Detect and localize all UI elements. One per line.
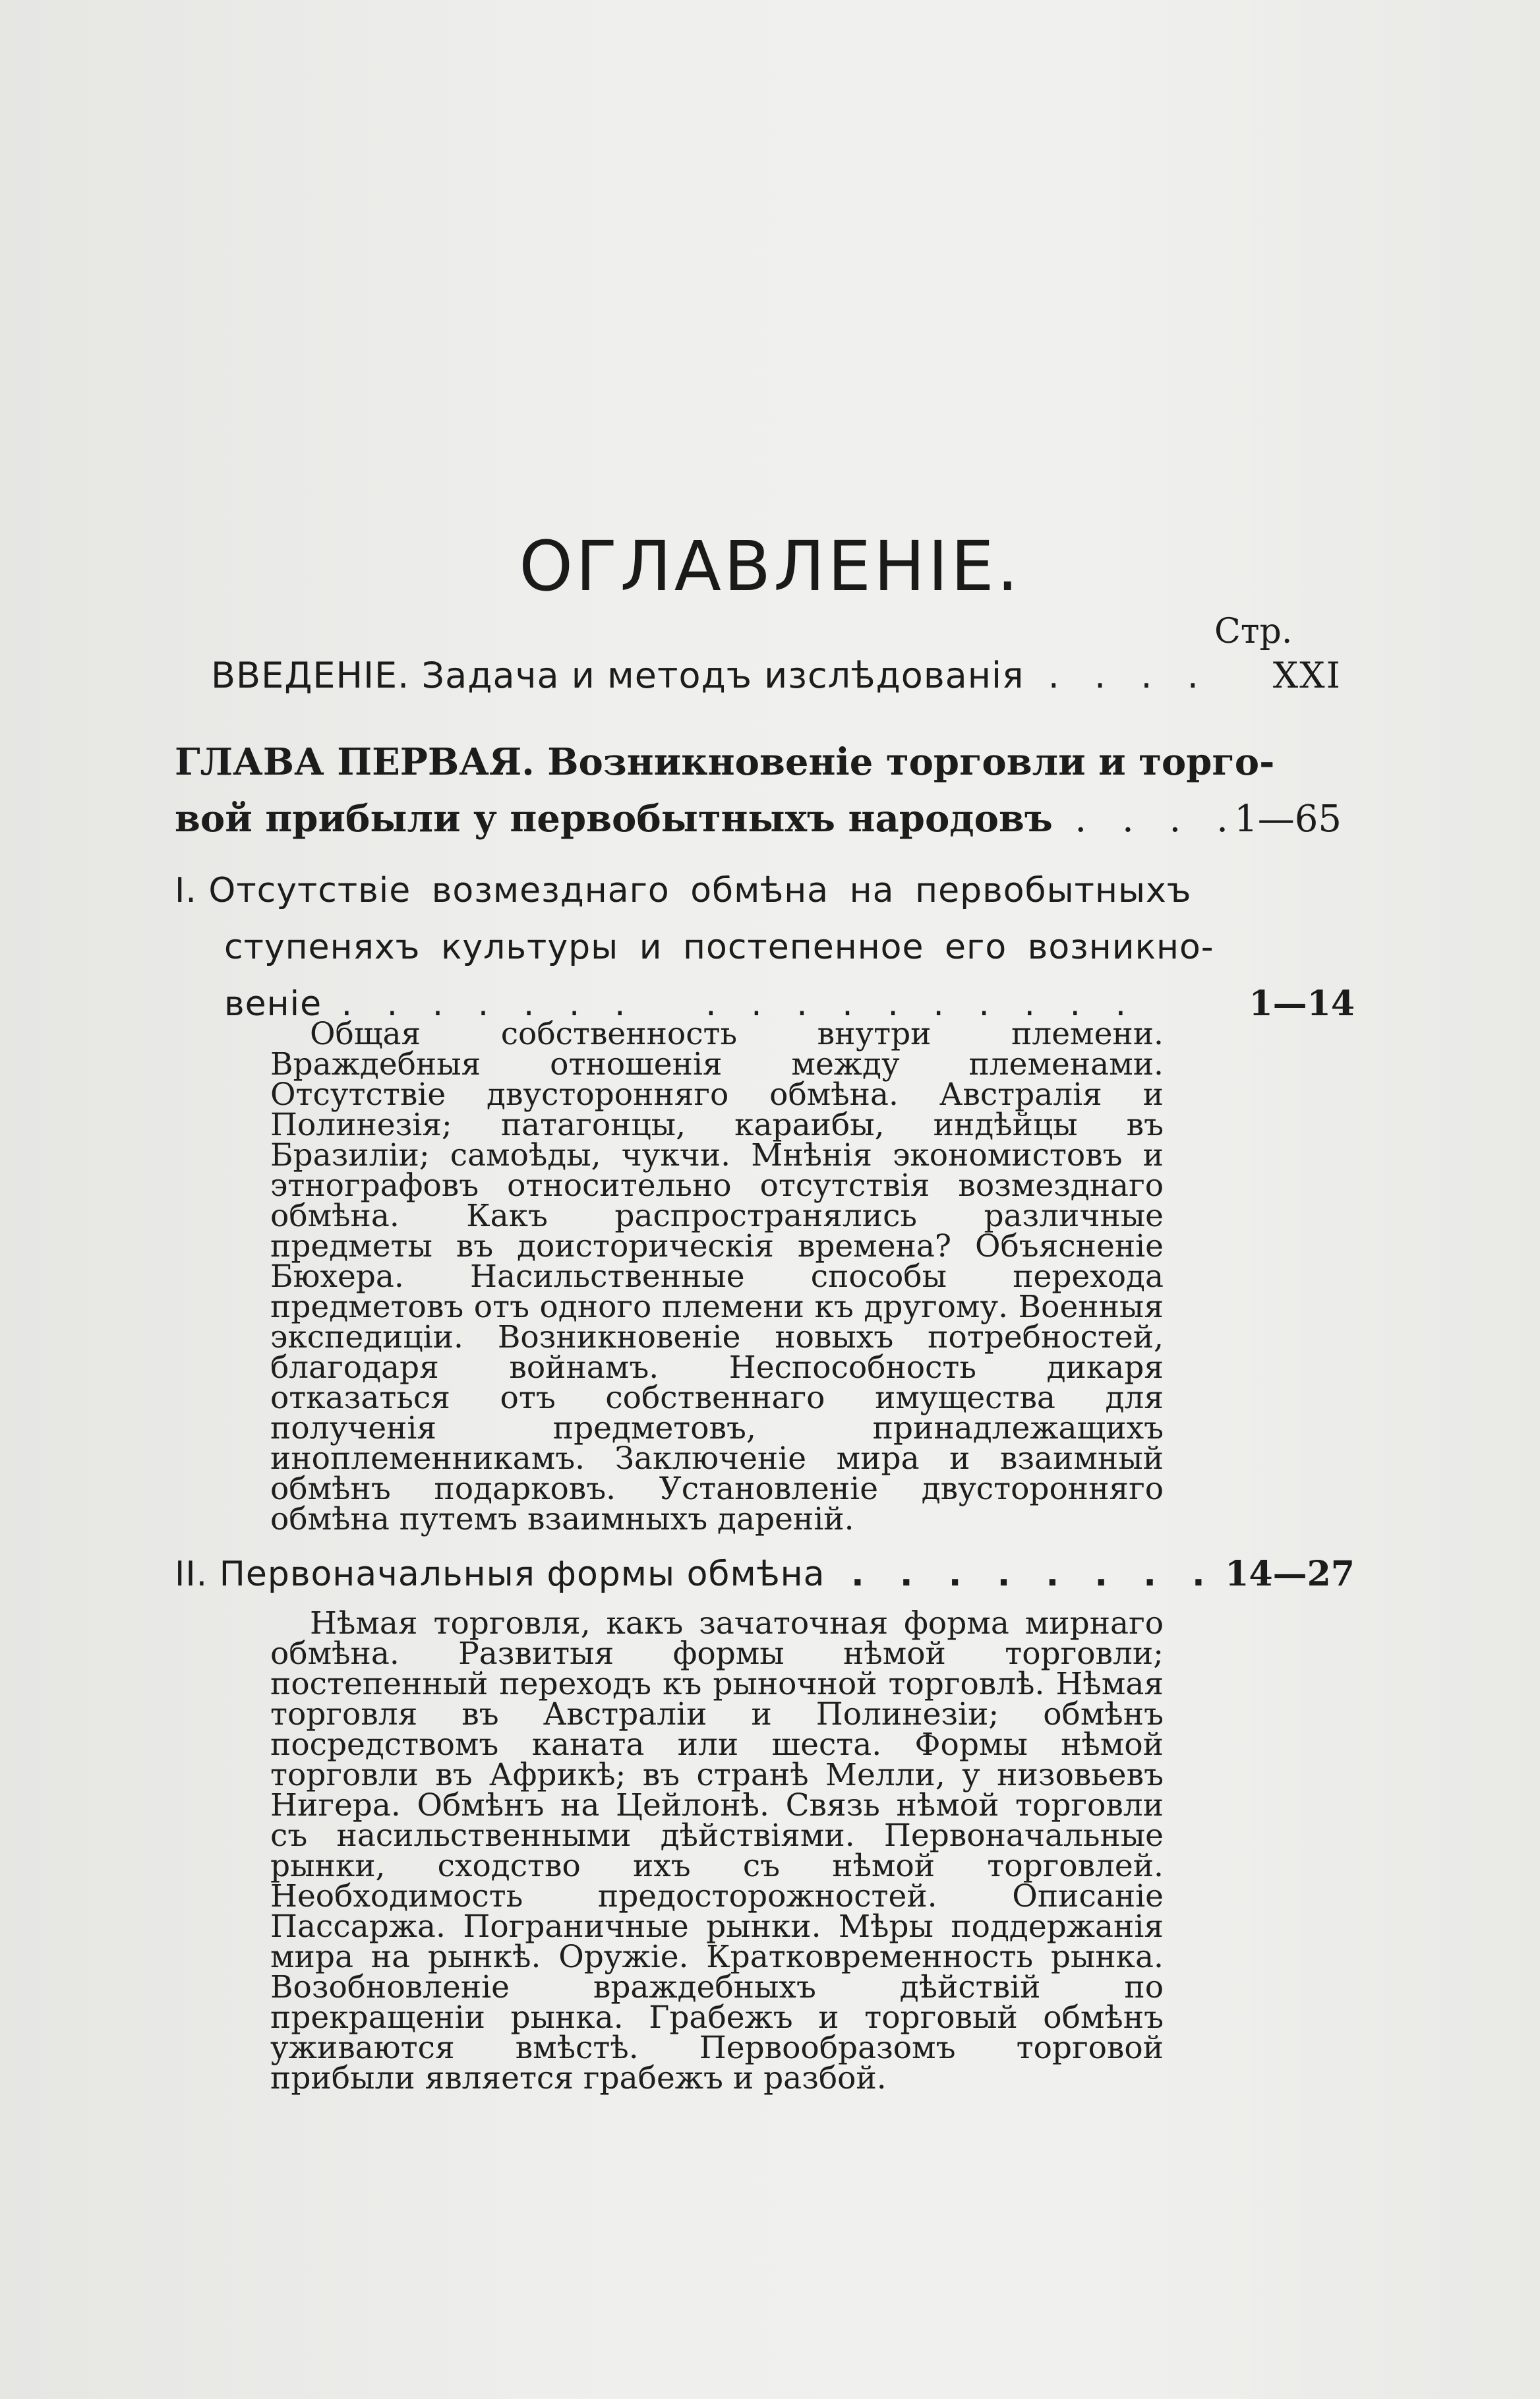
section-two-numeral: II.: [175, 1555, 208, 1594]
chapter-one-line2-wrap: [175, 790, 1342, 848]
section-one-summary: [270, 1016, 1164, 1537]
section-two-dots: . . . . . . . .: [851, 1555, 1217, 1594]
section-one-line3: веніе: [224, 984, 322, 1024]
section-two-line1: Первоначальныя формы обмѣна: [219, 1555, 825, 1594]
toc-entry-chapter-one: [175, 734, 1342, 848]
intro-page: XXI: [1272, 655, 1342, 696]
section-one-line2: ступеняхъ культуры и постепенное его возникно-: [224, 928, 1214, 967]
toc-entry-section-two: [175, 1546, 1355, 1603]
section-one-page: 1—14: [1249, 984, 1355, 1024]
section-one-numeral: I.: [175, 871, 197, 910]
section-one-line1: Отсутствіе возмезднаго обмѣна на первобытныхъ: [208, 871, 1192, 910]
toc-entry-intro: [211, 647, 1342, 704]
section-two-page: 14—27: [1225, 1554, 1355, 1594]
intro-label: ВВЕДЕНІЕ. Задача и методъ изслѣдованія: [211, 655, 1024, 696]
section-one-line1-wrap: [175, 862, 1355, 919]
section-one-summary-text: Общая собственность внутри племени. Враждебныя отношенія между племенами. Отсутствіе двусторонняго обмѣна. Австралія и Полинезія; патагонцы, караибы, индѣйцы въ Бразиліи; самоѣды, чукчи. Мнѣнія экономистовъ и этнографовъ относительно отсутствія возмезднаго обмѣна. Какъ распространялись различные предметы въ доисторическія времена? Объясненіе Бюхера. Насильственные способы перехода предметовъ отъ одного племени къ другому. Военныя экспедиціи. Возникновеніе новыхъ потребностей, благодаря войнамъ. Неспособность дикаря отказаться отъ собственнаго имущества для полученія предметовъ, принадлежащихъ иноплеменникамъ. Заключеніе мира и взаимный обмѣнъ подарковъ. Установленіе двусторонняго обмѣна путемъ взаимныхъ дареній.: [270, 1016, 1164, 1537]
section-two-summary: [270, 1605, 1164, 2096]
chapter-one-line2: вой прибыли у первобытныхъ народовъ: [175, 797, 1053, 841]
chapter-one-page: 1—65: [1234, 798, 1342, 841]
page-column-label: Стр.: [1214, 612, 1293, 651]
intro-dots: . . . .: [1048, 655, 1210, 696]
page-title: ОГЛАВЛЕНІЕ.: [519, 526, 1021, 607]
chapter-one-line1: ГЛАВА ПЕРВАЯ. Возникновеніе торговли и торго-: [175, 740, 1275, 784]
section-two-line-wrap: [175, 1546, 1355, 1603]
chapter-one-dots: . . . .: [1075, 798, 1240, 841]
section-two-summary-text: Нѣмая торговля, какъ зачаточная форма мирнаго обмѣна. Развитыя формы нѣмой торговли; постепенный переходъ къ рыночной торговлѣ. Нѣмая торговля въ Австраліи и Полинезіи; обмѣнъ посредствомъ каната или шеста. Формы нѣмой торговли въ Африкѣ; въ странѣ Мелли, у низовьевъ Нигера. Обмѣнъ на Цейлонѣ. Связь нѣмой торговли съ насильственными дѣйствіями. Первоначальные рынки, сходство ихъ съ нѣмой торговлей. Необходимость предосторожностей. Описаніе Пассаржа. Пограничные рынки. Мѣры поддержанія мира на рынкѣ. Оружіе. Кратковременность рынка. Возобновленіе враждебныхъ дѣйствій по прекращеніи рынка. Грабежъ и торговый обмѣнъ уживаются вмѣстѣ. Первообразомъ торговой прибыли является грабежъ и разбой.: [270, 1605, 1164, 2096]
section-one-dots: . . . . . . . . . . . . . . . . .: [341, 984, 1139, 1024]
toc-entry-section-one: [175, 862, 1355, 1032]
